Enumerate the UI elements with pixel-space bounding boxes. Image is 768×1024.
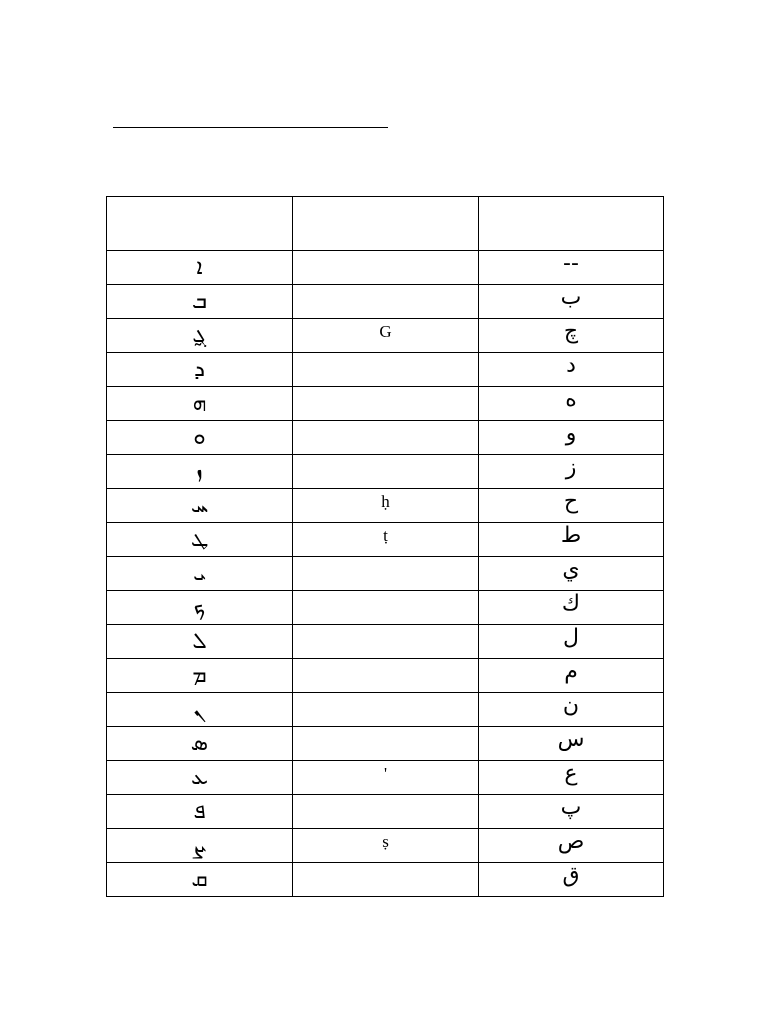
table-row — [107, 319, 664, 353]
syriac-letter-cell — [107, 659, 293, 693]
syriac-letter-cell — [107, 761, 293, 795]
syriac-letter-cell — [107, 455, 293, 489]
table-row — [107, 761, 664, 795]
syriac-letter: ܝ — [193, 560, 206, 586]
arabic-letter-cell — [479, 761, 664, 795]
syriac-letter: ܨ — [192, 832, 207, 858]
table-row — [107, 557, 664, 591]
table-row — [107, 251, 664, 285]
syriac-letter: ܘ — [193, 424, 206, 450]
arabic-letter: د — [566, 352, 576, 378]
table-header-row — [107, 197, 664, 251]
arabic-letter: ص — [557, 828, 585, 854]
syriac-letter: ܛ — [190, 526, 209, 552]
table-body — [107, 251, 664, 897]
syriac-letter: ܐ — [196, 254, 203, 280]
arabic-letter-cell — [479, 591, 664, 625]
transliteration-cell — [293, 863, 479, 897]
transliteration-cell — [293, 557, 479, 591]
syriac-letter: ܢ — [193, 696, 206, 722]
arabic-letter-cell — [479, 727, 664, 761]
arabic-letter: س — [557, 726, 585, 752]
arabic-letter-cell — [479, 319, 664, 353]
arabic-letter-cell — [479, 659, 664, 693]
transliteration-cell — [293, 693, 479, 727]
syriac-letter: ܕ — [194, 356, 205, 382]
table-row — [107, 727, 664, 761]
transliteration-cell — [293, 489, 479, 523]
transliteration-cell — [293, 353, 479, 387]
syriac-letter-cell — [107, 625, 293, 659]
transliteration-cell — [293, 251, 479, 285]
table-row — [107, 455, 664, 489]
arabic-letter-cell — [479, 489, 664, 523]
syriac-letter-cell — [107, 285, 293, 319]
arabic-letter: ي — [562, 556, 580, 582]
arabic-letter: ز — [565, 454, 577, 480]
syriac-letter: ܣ — [190, 730, 209, 756]
arabic-letter-cell — [479, 523, 664, 557]
arabic-letter-cell — [479, 455, 664, 489]
header-cell-syriac — [107, 197, 293, 251]
transliteration-cell — [293, 523, 479, 557]
table-row — [107, 285, 664, 319]
table-row — [107, 659, 664, 693]
arabic-letter-cell — [479, 285, 664, 319]
title-underline — [113, 127, 388, 128]
arabic-letter: پ — [560, 794, 582, 820]
transliteration-cell — [293, 761, 479, 795]
arabic-letter: ق — [562, 862, 580, 888]
arabic-letter-cell — [479, 829, 664, 863]
table-row — [107, 489, 664, 523]
arabic-letter-cell — [479, 557, 664, 591]
table-row — [107, 693, 664, 727]
table-row — [107, 795, 664, 829]
syriac-letter-cell — [107, 319, 293, 353]
table-row — [107, 625, 664, 659]
arabic-letter-cell — [479, 795, 664, 829]
table-row — [107, 353, 664, 387]
syriac-letter-cell — [107, 591, 293, 625]
transliteration: ṣ — [382, 832, 389, 851]
header-cell-transliteration — [293, 197, 479, 251]
arabic-letter-cell — [479, 693, 664, 727]
syriac-letter-cell — [107, 421, 293, 455]
transliteration: ṭ — [383, 526, 388, 545]
header-cell-arabic — [479, 197, 664, 251]
syriac-letter-cell — [107, 829, 293, 863]
arabic-letter-cell — [479, 625, 664, 659]
arabic-letter: م — [564, 658, 578, 684]
table-row — [107, 863, 664, 897]
syriac-letter-cell — [107, 557, 293, 591]
transliteration-cell — [293, 387, 479, 421]
syriac-letter-cell — [107, 387, 293, 421]
transliteration: G — [379, 322, 392, 341]
arabic-letter: ن — [562, 692, 580, 718]
arabic-letter: و — [565, 420, 577, 446]
syriac-letter-cell — [107, 693, 293, 727]
syriac-letter-cell — [107, 795, 293, 829]
transliteration-cell — [293, 625, 479, 659]
arabic-letter: چ — [563, 318, 579, 344]
transliteration-cell — [293, 421, 479, 455]
syriac-letter-cell — [107, 353, 293, 387]
arabic-letter-cell — [479, 251, 664, 285]
arabic-letter: ع — [564, 760, 578, 786]
syriac-letter: ܙ — [196, 458, 203, 484]
transliteration-cell — [293, 285, 479, 319]
table-row — [107, 829, 664, 863]
syriac-letter: ܩ — [191, 866, 208, 892]
syriac-letter: ܒ — [191, 288, 207, 314]
arabic-letter: -- — [563, 250, 579, 276]
arabic-letter-cell — [479, 863, 664, 897]
syriac-letter-cell — [107, 523, 293, 557]
syriac-letter-cell — [107, 863, 293, 897]
arabic-letter-cell — [479, 353, 664, 387]
arabic-letter: ل — [563, 624, 579, 650]
syriac-letter: ܡ — [192, 662, 207, 688]
transliteration-cell — [293, 829, 479, 863]
arabic-letter: ح — [563, 488, 579, 514]
transliteration-cell — [293, 727, 479, 761]
transliteration-cell — [293, 319, 479, 353]
syriac-letter: ܓ̰ — [192, 322, 207, 348]
arabic-letter-cell — [479, 421, 664, 455]
syriac-letter: ܦ — [193, 798, 206, 824]
arabic-letter-cell — [479, 387, 664, 421]
transliteration: ' — [383, 764, 388, 783]
arabic-letter: ب — [560, 284, 582, 310]
transliteration-cell — [293, 455, 479, 489]
table-row — [107, 421, 664, 455]
syriac-letter-cell — [107, 727, 293, 761]
arabic-letter: ط — [560, 522, 582, 548]
syriac-letter: ܥ — [191, 764, 208, 790]
table-row — [107, 523, 664, 557]
transliteration-cell — [293, 795, 479, 829]
syriac-letter: ܟ — [193, 594, 206, 620]
syriac-letter-cell — [107, 489, 293, 523]
syriac-letter-cell — [107, 251, 293, 285]
transliteration: ḥ — [381, 492, 390, 511]
table-row — [107, 591, 664, 625]
arabic-letter: ه — [565, 386, 577, 412]
transliteration-cell — [293, 591, 479, 625]
syriac-letter: ܠ — [192, 628, 207, 654]
syriac-letter: ܚ — [190, 492, 209, 518]
arabic-letter: ك — [561, 590, 581, 616]
transliteration-cell — [293, 659, 479, 693]
table-row — [107, 387, 664, 421]
alphabet-table — [106, 196, 664, 897]
syriac-letter: ܗ — [192, 390, 207, 416]
